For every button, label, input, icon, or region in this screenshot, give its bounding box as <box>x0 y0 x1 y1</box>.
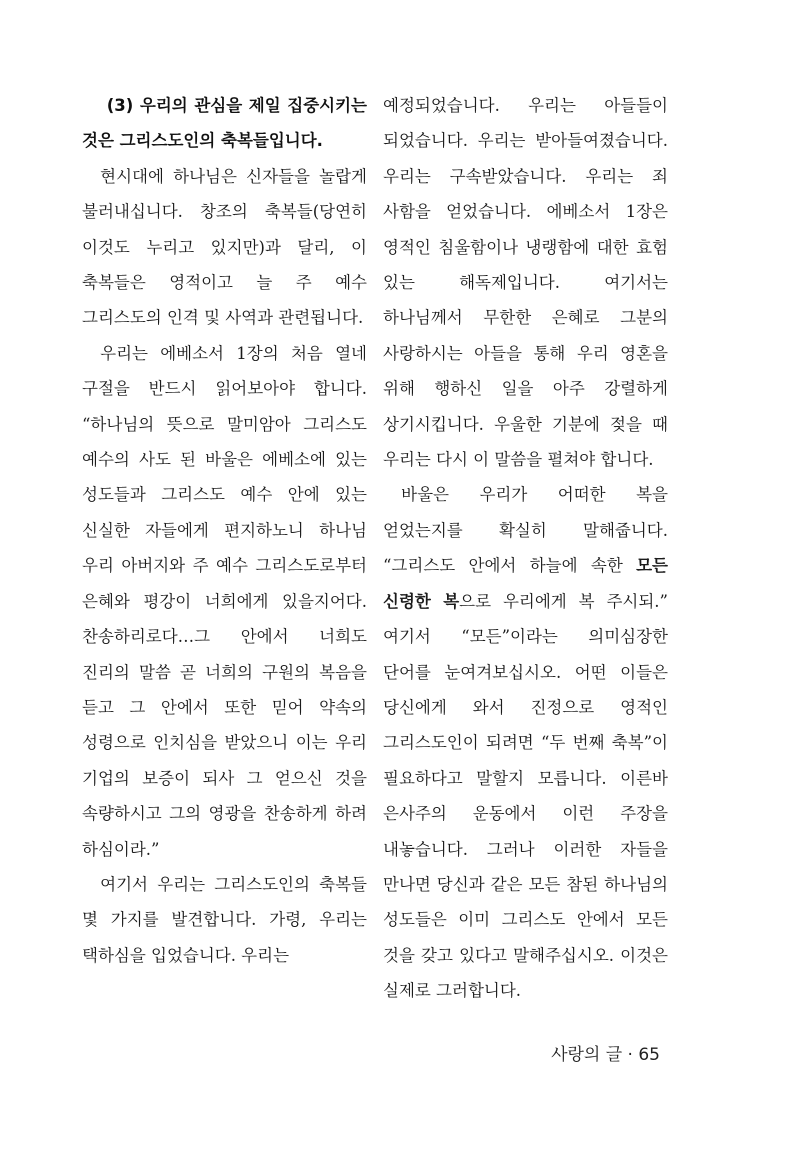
paragraph-1: 현시대에 하나님은 신자들을 놀랍게 불러내십니다. 창조의 축복들(당연히 이것도 누리고 있지만)과 달리, 이 축복들은 영적이고 늘 주 예수 그리스도의 인격 및 사역과 관련됩니다. <box>82 166 367 328</box>
section-heading: (3) 우리의 관심을 제일 집중시키는 것은 그리스도인의 축복들입니다. <box>82 96 367 151</box>
paragraph-4 <box>383 477 668 1008</box>
paragraph-4-part-a: 바울은 우리가 어떠한 복을 얻었는지를 확실히 말해줍니다. “그리스도 안에서 하늘에 속한 <box>383 485 668 576</box>
paragraph-continued: 예정되었습니다. 우리는 아들들이 되었습니다. 우리는 받아들여졌습니다. 우리는 구속받았습니다. 우리는 죄 사함을 얻었습니다. 에베소서 1장은 영적인 침울함이나 냉랭함에 대한 효험 있는 해독제입니다. 여기서는 하나님께서 무한한 은혜로 그분의 사랑하시는 아들을 통해 우리 영혼을 위해 행하신 일을 아주 강렬하게 상기시킵니다. 우울한 기분에 젖을 때 우리는 다시 이 말씀을 펼쳐야 합니다. <box>383 96 668 470</box>
left-column <box>82 88 367 973</box>
emphasis-text: 모든 신령한 복 <box>383 556 668 611</box>
paragraph-3: 여기서 우리는 그리스도인의 축복들 몇 가지를 발견합니다. 가령, 우리는 택하심을 입었습니다. 우리는 <box>82 874 367 965</box>
right-column <box>383 88 668 1009</box>
paragraph-2: 우리는 에베소서 1장의 처음 열네 구절을 반드시 읽어보아야 합니다. “하나님의 뜻으로 말미암아 그리스도 예수의 사도 된 바울은 에베소에 있는 성도들과 그리스도 예수 안에 있는 신실한 자들에게 편지하노니 하나님 우리 아버지와 주 예수 그리스도로부터 은혜와 평강이 너희에게 있을지어다. 찬송하리로다…그 안에서 너희도 진리의 말씀 곧 너희의 구원의 복음을 듣고 그 안에서 또한 믿어 약속의 성령으로 인치심을 받았으니 이는 우리 기업의 보증이 되사 그 얻으신 것을 속량하시고 그의 영광을 찬송하게 하려 하심이라.” <box>82 343 367 859</box>
page-footer: 사랑의 글 · 65 <box>551 1045 660 1065</box>
paragraph-4-part-b: 으로 우리에게 복 주시되.” 여기서 “모든”이라는 의미심장한 단어를 눈여겨보십시오. 어떤 이들은 당신에게 와서 진정으로 영적인 그리스도인이 되려면 “두 번째 축복”이 필요하다고 말할지 모릅니다. 이른바 은사주의 운동에서 이런 주장을 내놓습니다. 그러나 이러한 자들을 만나면 당신과 같은 모든 참된 하나님의 성도들은 이미 그리스도 안에서 모든 것을 갖고 있다고 말해주십시오. 이것은 실제로 그러합니다. <box>383 591 668 1001</box>
